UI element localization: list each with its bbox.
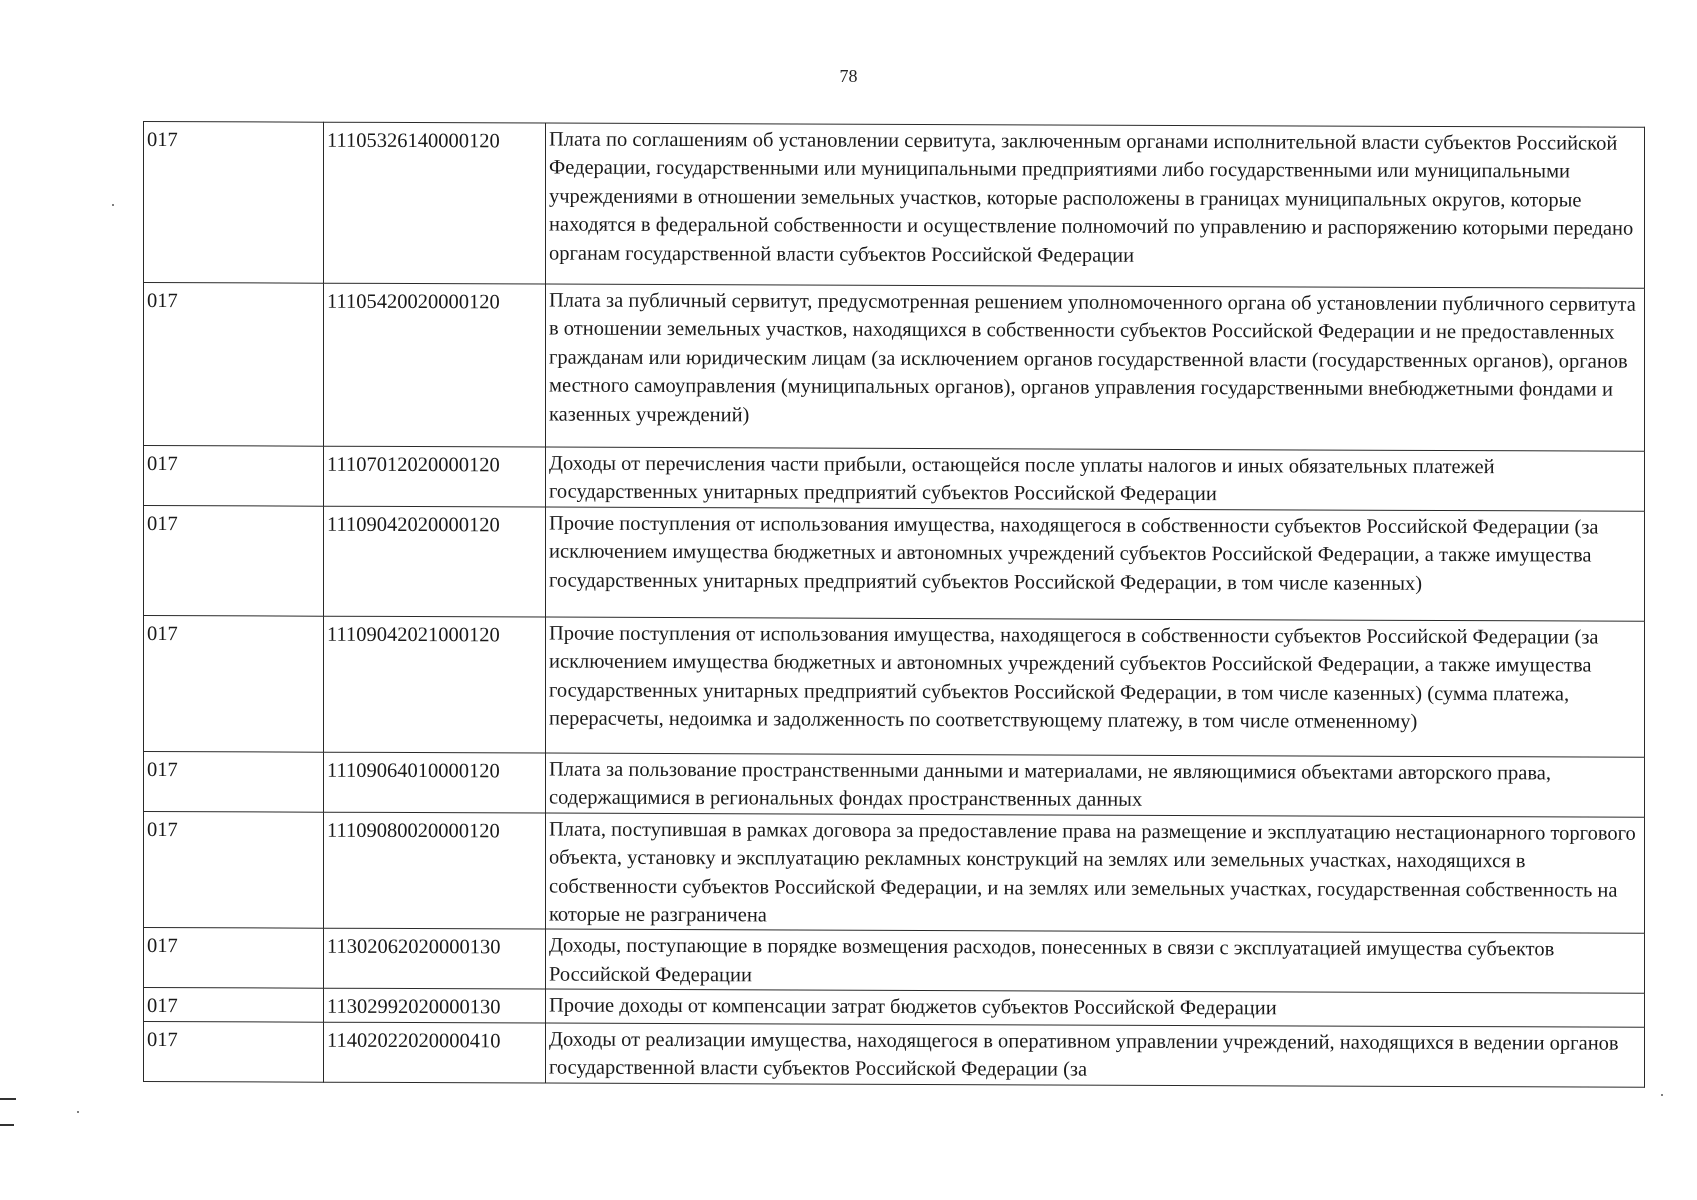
scan-edge-mark: [0, 1124, 14, 1126]
table-row: [144, 122, 1645, 289]
admin-code-cell: 017: [144, 446, 324, 507]
scan-edge-mark: [0, 1098, 16, 1100]
admin-code-cell: 017: [144, 988, 324, 1022]
description-cell: Плата, поступившая в рамках договора за предоставление права на размещение и эксплуатацию нестационарного торгового объекта, установку и эксплуатацию рекламных конструкций на землях или земельных участках, находящихся в собственности субъектов Российской Федерации, и на землях или земельных участках, государственная собственность на которые не разграничена: [546, 813, 1645, 934]
admin-code-cell: 017: [144, 752, 324, 813]
table-row: [144, 988, 1645, 1027]
admin-code-cell: 017: [144, 283, 324, 447]
kbk-code-cell: 11109080020000120: [324, 812, 546, 929]
kbk-code-cell: 11107012020000120: [324, 446, 546, 507]
table-row: [144, 506, 1645, 622]
table-row: [144, 811, 1645, 933]
kbk-code-cell: 11109064010000120: [324, 752, 546, 813]
table-row: [144, 752, 1645, 818]
description-cell: Плата по соглашениям об установлении сервитута, заключенным органами исполнительной власти субъектов Российской Федерации, государственными или муниципальными предприятиями либо государственными или муниципальными учреждениями в отношении земельных участков, которые расположены в границах муниципальных округов, которые находятся в федеральной собственности и осуществление полномочий по управлению и распоряжению которыми передано органам государственной власти субъектов Российской Федерации: [546, 123, 1645, 288]
table-row: [144, 283, 1645, 452]
description-cell: Плата за пользование пространственными данными и материалами, не являющимися объектами авторского права, содержащимися в региональных фондах пространственных данных: [546, 753, 1645, 817]
admin-code-cell: 017: [144, 1021, 324, 1082]
kbk-code-cell: 11109042020000120: [324, 506, 546, 617]
admin-code-cell: 017: [144, 928, 324, 989]
kbk-code-cell: 11109042021000120: [324, 616, 546, 753]
table-row: [144, 928, 1645, 994]
admin-code-cell: 017: [144, 122, 324, 284]
kbk-code-cell: 11402022020000410: [324, 1022, 546, 1083]
description-cell: Прочие доходы от компенсации затрат бюджетов субъектов Российской Федерации: [546, 989, 1645, 1027]
revenue-codes-table: [143, 121, 1645, 1087]
admin-code-cell: 017: [144, 616, 324, 753]
kbk-code-cell: 11302062020000130: [324, 929, 546, 990]
table-row: [144, 446, 1645, 512]
admin-code-cell: 017: [144, 811, 324, 928]
description-cell: Прочие поступления от использования имущества, находящегося в собственности субъектов Российской Федерации (за исключением имущества бюджетных и автономных учреждений субъектов Российской Федерации, а также имущества государственных унитарных предприятий субъектов Российской Федерации, в том числе казенных) (сумма платежа, перерасчеты, недоимка и задолженность по соответствующему платежу, в том числе отмененному): [546, 617, 1645, 757]
admin-code-cell: 017: [144, 506, 324, 617]
description-cell: Доходы, поступающие в порядке возмещения расходов, понесенных в связи с эксплуатацией имущества субъектов Российской Федерации: [546, 929, 1645, 993]
description-cell: Доходы от перечисления части прибыли, остающейся после уплаты налогов и иных обязательных платежей государственных унитарных предприятий субъектов Российской Федерации: [546, 447, 1645, 511]
description-cell: Плата за публичный сервитут, предусмотренная решением уполномоченного органа об установлении публичного сервитута в отношении земельных участков, находящихся в собственности субъектов Российской Федерации и не предоставленных гражданам или юридическим лицам (за исключением органов государственной власти (государственных органов), органов местного самоуправления (муниципальных органов), органов управления государственными внебюджетными фондами и казенных учреждений): [546, 284, 1645, 451]
description-cell: Прочие поступления от использования имущества, находящегося в собственности субъектов Российской Федерации (за исключением имущества бюджетных и автономных учреждений субъектов Российской Федерации, а также имущества государственных унитарных предприятий субъектов Российской Федерации, в том числе казенных): [546, 507, 1645, 621]
scan-speck: [112, 204, 114, 206]
table-row: [144, 1021, 1645, 1087]
page-number: 78: [839, 66, 858, 86]
scan-speck: [77, 1111, 79, 1113]
kbk-code-cell: 11105420020000120: [324, 283, 546, 447]
kbk-code-cell: 11302992020000130: [324, 988, 546, 1022]
description-cell: Доходы от реализации имущества, находящегося в оперативном управлении учреждений, находящихся в ведении органов государственной власти субъектов Российской Федерации (за: [546, 1023, 1645, 1087]
table-row: [144, 616, 1645, 758]
scan-speck: [1661, 1094, 1663, 1096]
kbk-code-cell: 11105326140000120: [324, 122, 546, 284]
